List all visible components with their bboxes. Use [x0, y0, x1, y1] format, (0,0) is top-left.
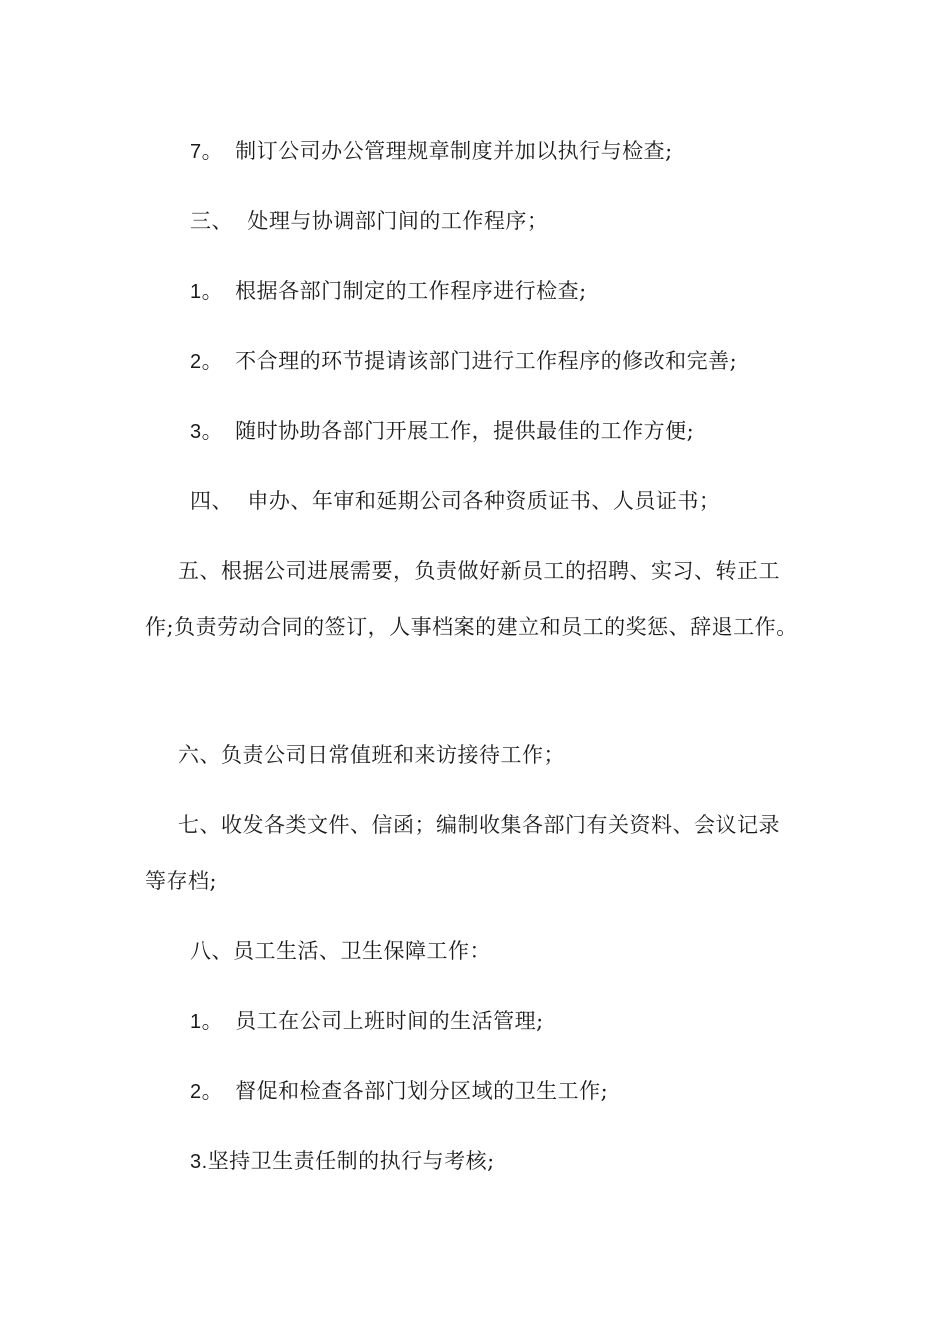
item-number: 7 — [190, 141, 202, 163]
section-heading — [190, 206, 548, 236]
paragraph-text: 等存档; — [145, 869, 218, 893]
paragraph-line — [178, 810, 780, 840]
item-number: 2 — [190, 351, 202, 373]
heading-text: 四、 申办、年审和延期公司各种资质证书、人员证书； — [190, 489, 721, 513]
item-text: 不合理的环节提请该部门进行工作程序的修改和完善; — [235, 349, 738, 373]
item-text: 督促和检查各部门划分区域的卫生工作; — [235, 1079, 609, 1103]
list-item — [190, 416, 694, 447]
item-mark: 。 — [201, 1079, 224, 1103]
list-item — [190, 276, 587, 307]
heading-text: 三、 处理与协调部门间的工作程序； — [190, 209, 549, 233]
item-mark: 。 — [201, 279, 224, 303]
paragraph-line — [145, 612, 798, 642]
item-number: 2 — [190, 1081, 202, 1103]
list-item — [190, 346, 737, 377]
item-number: 3 — [190, 421, 202, 443]
paragraph-line — [178, 740, 565, 770]
item-text: 根据各部门制定的工作程序进行检查; — [235, 279, 587, 303]
section-heading — [190, 486, 720, 516]
heading-text: 八、员工生活、卫生保障工作： — [190, 939, 491, 963]
list-item — [190, 136, 673, 167]
item-text: 员工在公司上班时间的生活管理; — [235, 1009, 544, 1033]
paragraph-text: 作;负责劳动合同的签订，人事档案的建立和员工的奖惩、辞退工作。 — [145, 615, 798, 639]
list-item — [190, 1006, 544, 1037]
item-mark: 。 — [201, 419, 224, 443]
paragraph-text: 五、根据公司进展需要，负责做好新员工的招聘、实习、转正工 — [178, 559, 780, 583]
item-mark: 。 — [201, 349, 224, 373]
item-number: 3. — [190, 1151, 208, 1173]
item-text: 坚持卫生责任制的执行与考核; — [207, 1149, 495, 1173]
paragraph-line — [145, 866, 217, 896]
item-text: 制订公司办公管理规章制度并加以执行与检查; — [235, 139, 673, 163]
item-mark: 。 — [201, 1009, 224, 1033]
item-number: 1 — [190, 281, 202, 303]
item-mark: 。 — [201, 139, 224, 163]
paragraph-text: 六、负责公司日常值班和来访接待工作； — [178, 743, 565, 767]
item-text: 随时协助各部门开展工作，提供最佳的工作方便; — [235, 419, 695, 443]
item-number: 1 — [190, 1011, 202, 1033]
list-item — [190, 1146, 495, 1177]
list-item — [190, 1076, 608, 1107]
paragraph-line — [178, 556, 780, 586]
section-heading — [190, 936, 491, 966]
paragraph-text: 七、收发各类文件、信函；编制收集各部门有关资料、会议记录 — [178, 813, 780, 837]
